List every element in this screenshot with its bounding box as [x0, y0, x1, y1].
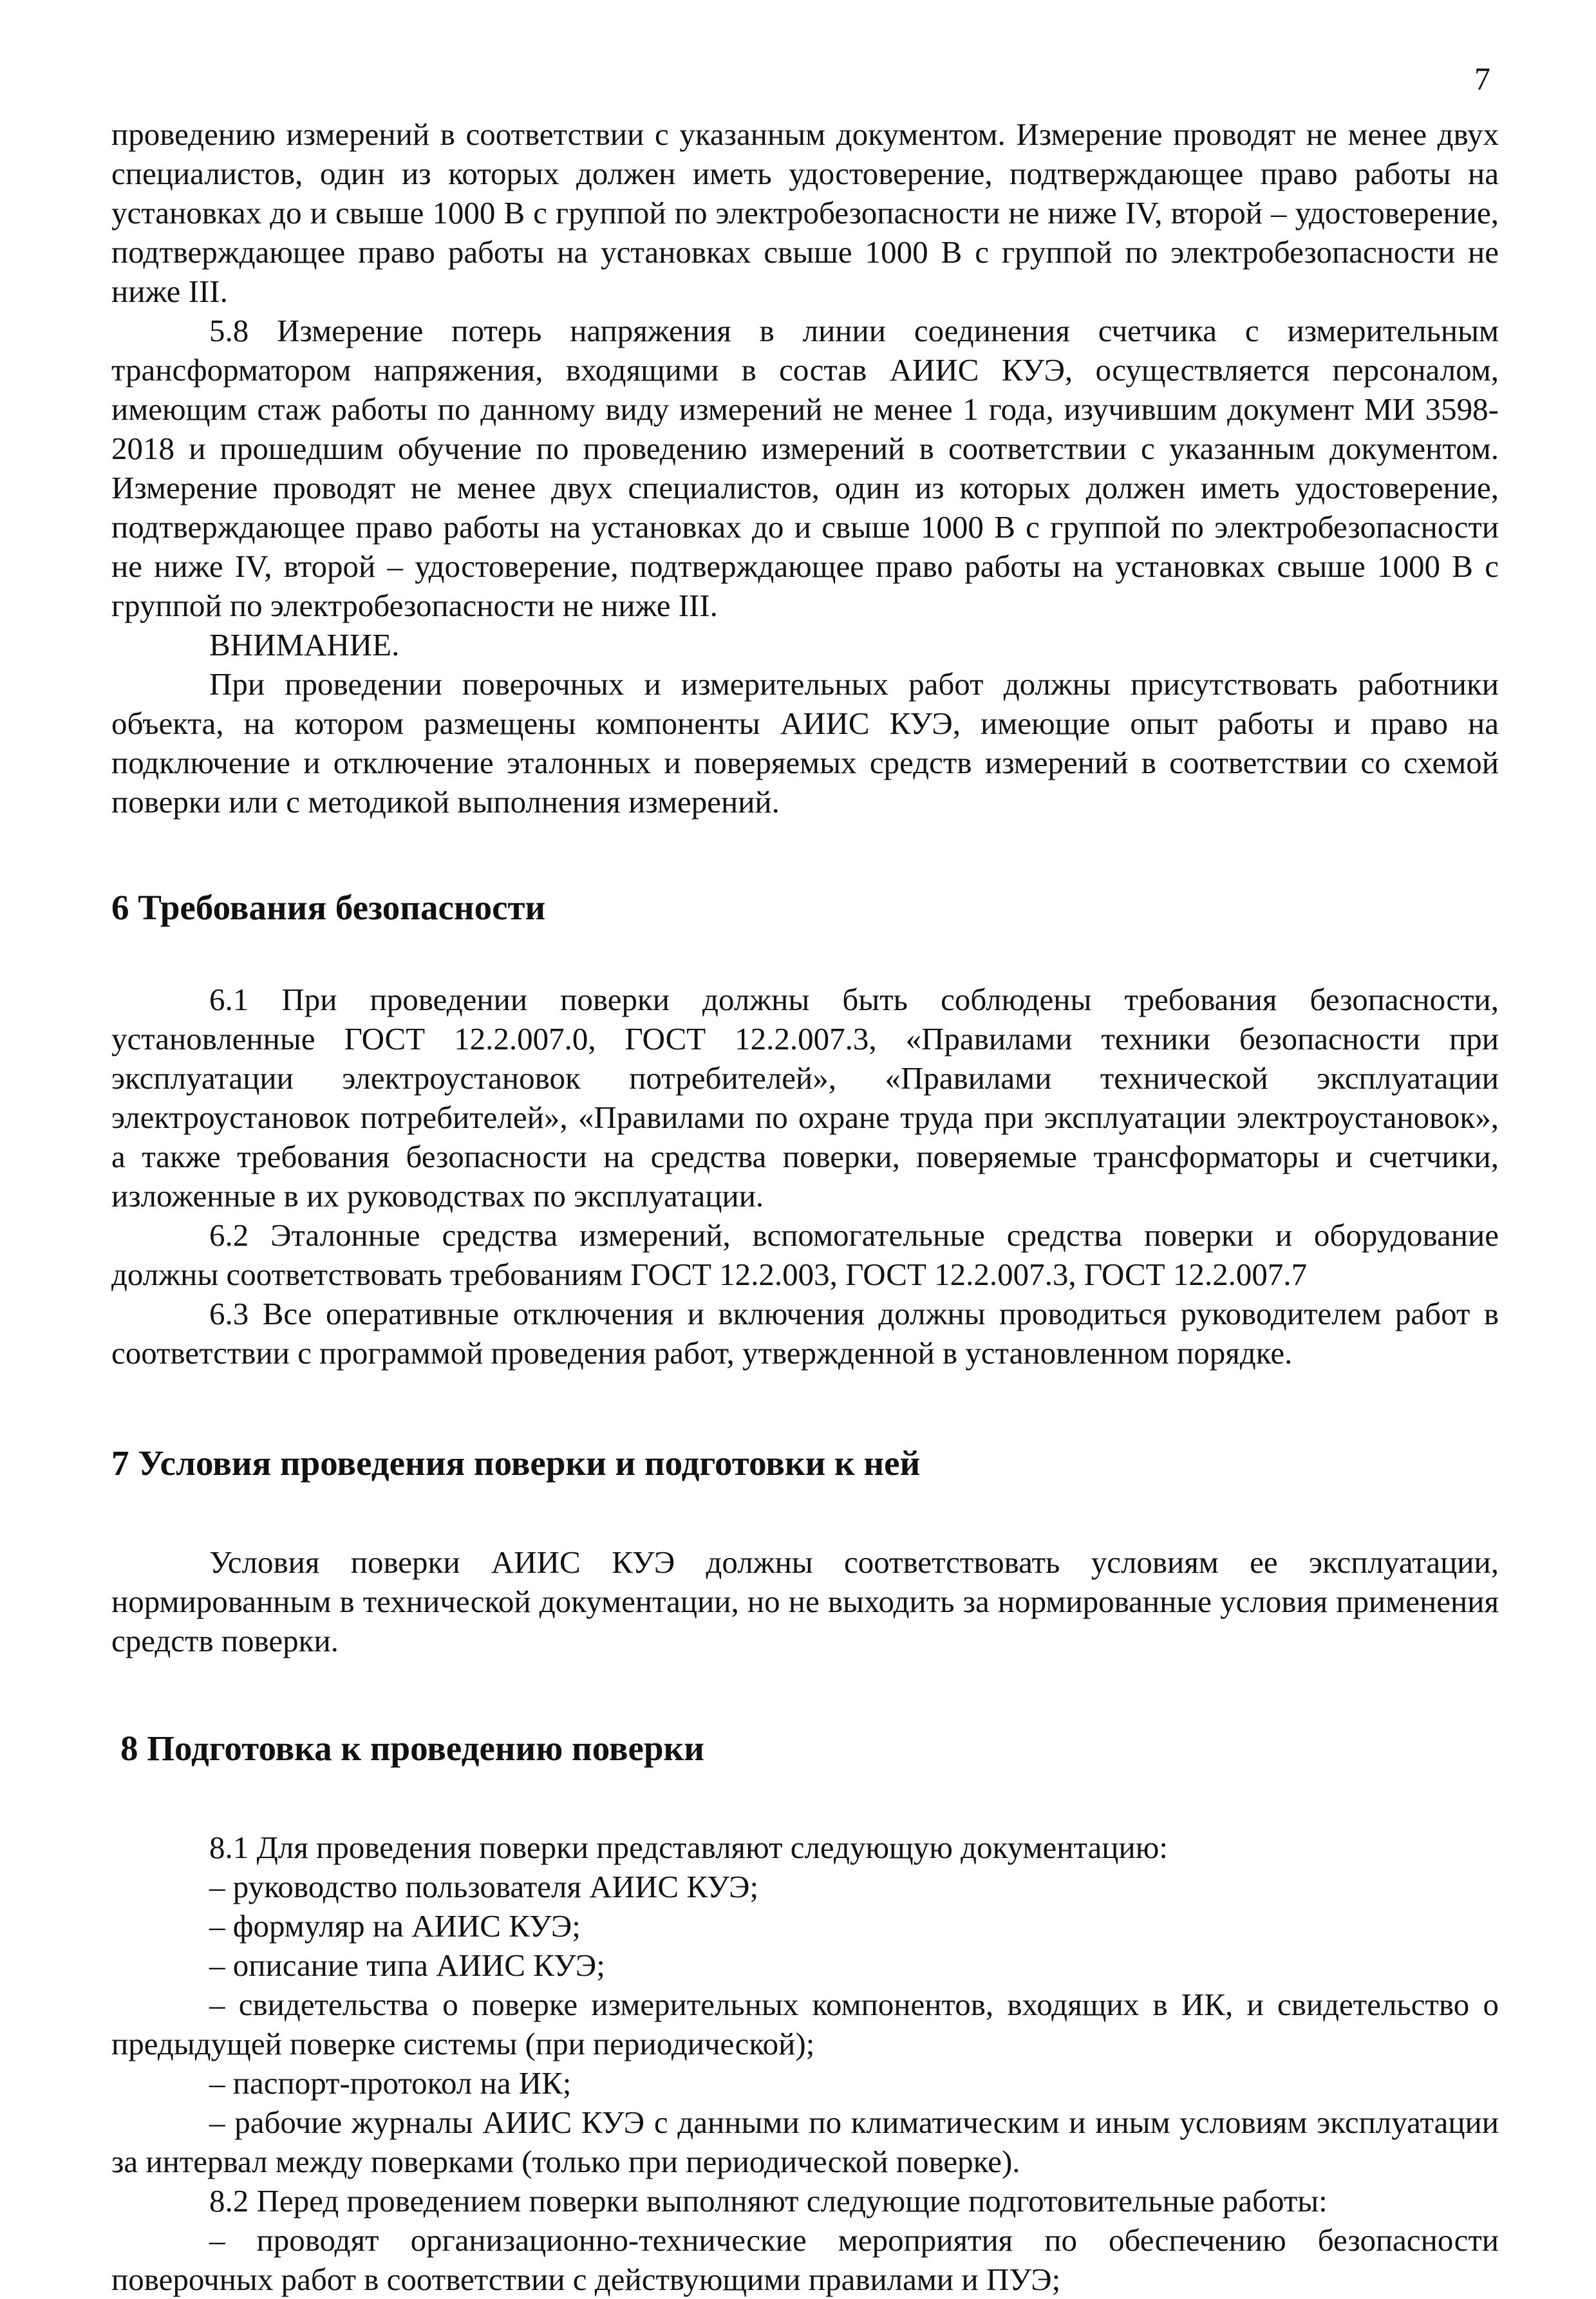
list-item: – паспорт-протокол на ИК; — [209, 2065, 572, 2101]
paragraph-5-7-continuation: проведению измерений в соответствии с указанным документом. Измерение проводят не менее двух специалистов, один из которых должен иметь удостоверение, подтверждающее право работы на установках до и свыше 1000 В с группой по электробезопасности не ниже IV, второй – удостоверение, подтверждающее право работы на установках свыше 1000 В с группой по электробезопасности не ниже III. — [111, 117, 1499, 309]
list-item: – рабочие журналы АИИС КУЭ с данными по климатическим и иным условиям эксплуатации за интервал между поверками (только при периодической поверке). — [111, 2105, 1499, 2179]
list-item: – формуляр на АИИС КУЭ; — [209, 1908, 581, 1944]
attention-label: ВНИМАНИЕ. — [209, 627, 400, 662]
list-item: – свидетельства о поверке измерительных компонентов, входящих в ИК, и свидетельство о предыдущей поверке системы (при периодической); — [111, 1987, 1499, 2061]
paragraph-7-1: Условия поверки АИИС КУЭ должны соответствовать условиям ее эксплуатации, нормированным в технической документации, но не выходить за нормированные условия применения средств поверки. — [111, 1544, 1499, 1658]
section-8-heading: 8 Подготовка к проведению поверки — [120, 1729, 704, 1768]
paragraph-6-3: 6.3 Все оперативные отключения и включения должны проводиться руководителем работ в соответствии с программой проведения работ, утвержденной в установленном порядке. — [111, 1296, 1499, 1371]
paragraph-6-2: 6.2 Эталонные средства измерений, вспомогательные средства поверки и оборудование должны соответствовать требованиям ГОСТ 12.2.003, ГОСТ 12.2.007.3, ГОСТ 12.2.007.7 — [111, 1217, 1499, 1292]
paragraph-8-1: 8.1 Для проведения поверки представляют следующую документацию: — [209, 1830, 1168, 1865]
paragraph-6-1: 6.1 При проведении поверки должны быть соблюдены требования безопасности, установленные ГОСТ 12.2.007.0, ГОСТ 12.2.007.3, «Правилами техники безопасности при эксплуатации электроустановок потребителей», «Правилами технической эксплуатации электроустановок потребителей», «Правилами по охране труда при эксплуатации электроустановок», а также требования безопасности на средства поверки, поверяемые трансформаторы и счетчики, изложенные в их руководствах по эксплуатации. — [111, 982, 1499, 1214]
paragraph-8-2: 8.2 Перед проведением поверки выполняют следующие подготовительные работы: — [209, 2183, 1328, 2219]
paragraph-5-8: 5.8 Измерение потерь напряжения в линии соединения счетчика с измерительным трансформатором напряжения, входящими в состав АИИС КУЭ, осуществляется персоналом, имеющим стаж работы по данному виду измерений не менее 1 года, изучившим документ МИ 3598-2018 и прошедшим обучение по проведению измерений в соответствии с указанным документом. Измерение проводят не менее двух специалистов, один из которых должен иметь удостоверение, подтверждающее право работы на установках до и свыше 1000 В с группой по электробезопасности не ниже IV, второй – удостоверение, подтверждающее право работы на установках свыше 1000 В с группой по электробезопасности не ниже III. — [111, 313, 1499, 623]
section-7-heading: 7 Условия проведения поверки и подготовки к ней — [111, 1443, 921, 1483]
attention-text: При проведении поверочных и измерительных работ должны присутствовать работники объекта, на котором размещены компоненты АИИС КУЭ, имеющие опыт работы и право на подключение и отключение эталонных и поверяемых средств измерений в соответствии со схемой поверки или с методикой выполнения измерений. — [111, 666, 1499, 820]
list-item: – руководство пользователя АИИС КУЭ; — [209, 1869, 759, 1904]
page-number: 7 — [1474, 61, 1490, 97]
section-6-heading: 6 Требования безопасности — [111, 888, 546, 927]
list-item: – проводят организационно-технические мероприятия по обеспечению безопасности поверочных работ в соответствии с действующими правилами и ПУЭ; — [111, 2222, 1499, 2297]
document-body — [111, 115, 1499, 2299]
list-item: – описание типа АИИС КУЭ; — [209, 1947, 605, 1983]
